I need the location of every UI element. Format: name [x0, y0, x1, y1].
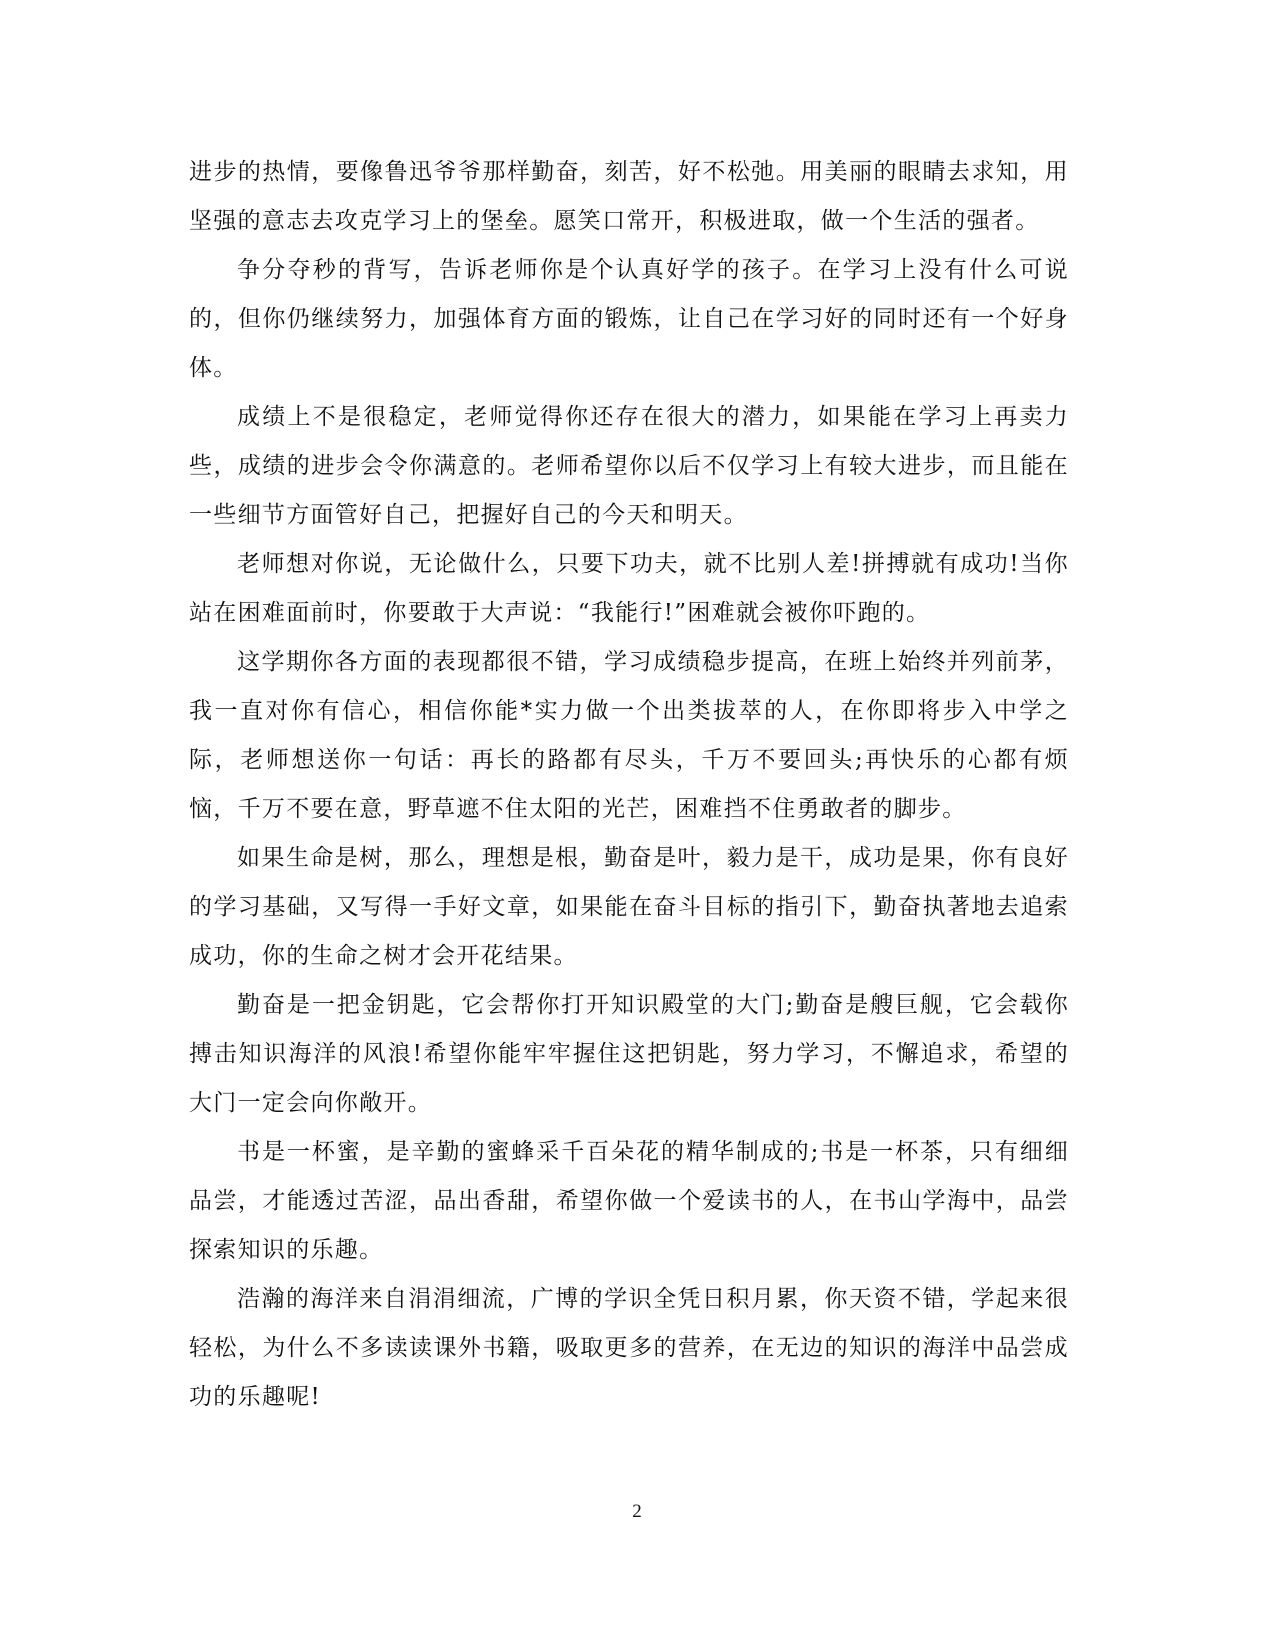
page-number: 2 [632, 1501, 642, 1522]
paragraph: 老师想对你说，无论做什么，只要下功夫，就不比别人差!拼搏就有成功!当你站在困难面前时，你要敢于大声说：“我能行!”困难就会被你吓跑的。 [189, 551, 1069, 626]
paragraph: 如果生命是树，那么，理想是根，勤奋是叶，毅力是干，成功是果，你有良好的学习基础，又写得一手好文章，如果能在奋斗目标的指引下，勤奋执著地去追索成功，你的生命之树才会开花结果。 [189, 845, 1069, 969]
paragraph: 成绩上不是很稳定，老师觉得你还存在很大的潜力，如果能在学习上再卖力些，成绩的进步会令你满意的。老师希望你以后不仅学习上有较大进步，而且能在一些细节方面管好自己，把握好自己的今天和明天。 [189, 404, 1069, 528]
paragraph: 勤奋是一把金钥匙，它会帮你打开知识殿堂的大门;勤奋是艘巨舰，它会载你搏击知识海洋的风浪!希望你能牢牢握住这把钥匙，努力学习，不懈追求，希望的大门一定会向你敞开。 [189, 992, 1069, 1116]
paragraph: 争分夺秒的背写，告诉老师你是个认真好学的孩子。在学习上没有什么可说的，但你仍继续努力，加强体育方面的锻炼，让自己在学习好的同时还有一个好身体。 [189, 257, 1069, 381]
paragraph: 这学期你各方面的表现都很不错，学习成绩稳步提高，在班上始终并列前茅，我一直对你有信心，相信你能*实力做一个出类拔萃的人，在你即将步入中学之际，老师想送你一句话：再长的路都有尽头，千万不要回头;再快乐的心都有烦恼，千万不要在意，野草遮不住太阳的光芒，困难挡不住勇敢者的脚步。 [189, 649, 1069, 822]
paragraph: 进步的热情，要像鲁迅爷爷那样勤奋，刻苦，好不松弛。用美丽的眼睛去求知，用坚强的意志去攻克学习上的堡垒。愿笑口常开，积极进取，做一个生活的强者。 [189, 159, 1069, 234]
paragraph: 书是一杯蜜，是辛勤的蜜蜂采千百朵花的精华制成的;书是一杯茶，只有细细品尝，才能透过苦涩，品出香甜，希望你做一个爱读书的人，在书山学海中，品尝探索知识的乐趣。 [189, 1139, 1069, 1263]
document-body [189, 148, 1069, 1422]
paragraph: 浩瀚的海洋来自涓涓细流，广博的学识全凭日积月累，你天资不错，学起来很轻松，为什么不多读读课外书籍，吸取更多的营养，在无边的知识的海洋中品尝成功的乐趣呢! [189, 1286, 1069, 1410]
